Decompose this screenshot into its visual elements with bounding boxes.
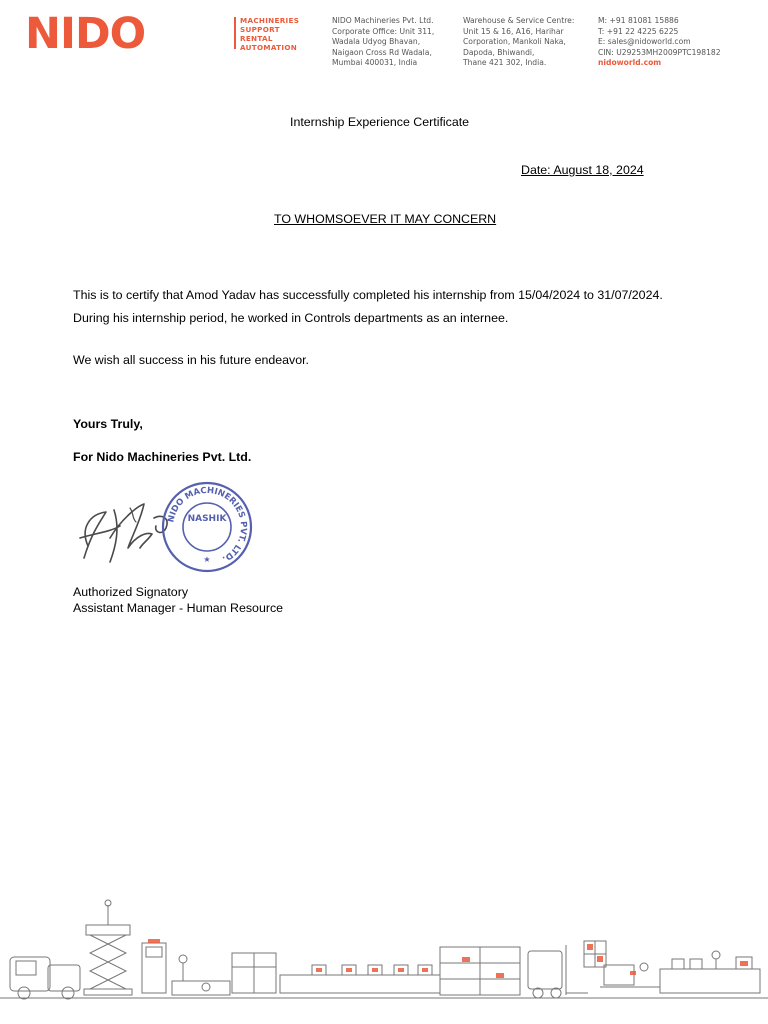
address-line: Corporate Office: Unit 311, <box>332 26 435 36</box>
phone-mobile: M: +91 81081 15886 <box>598 16 679 25</box>
warehouse-address <box>463 16 574 69</box>
corporate-address <box>332 16 434 69</box>
tagline-line: SUPPORT <box>240 25 280 34</box>
certificate-title: Internship Experience Certificate <box>290 115 470 129</box>
address-line: Dapoda, Bhiwandi, <box>463 47 535 57</box>
phone-landline: T: +91 22 4225 6225 <box>598 26 679 36</box>
salutation: TO WHOMSOEVER IT MAY CONCERN <box>274 212 497 226</box>
forklift-icon <box>528 945 588 998</box>
worker-table-icon <box>172 955 230 995</box>
scissor-lift-icon <box>84 900 132 995</box>
warehouse-rack-icon <box>440 947 520 995</box>
address-line: NIDO Machineries Pvt. Ltd. <box>332 16 434 25</box>
cin-number: CIN: U29253MH2009PTC198182 <box>598 47 721 57</box>
certificate-date: Date: August 18, 2024 <box>521 163 644 177</box>
website-link[interactable]: nidoworld.com <box>598 58 662 67</box>
wish-line: We wish all success in his future endeavor. <box>73 353 309 367</box>
email-address: E: sales@nidoworld.com <box>598 37 691 46</box>
address-line: Warehouse & Service Centre: <box>463 16 575 25</box>
svg-text:★: ★ <box>203 555 211 564</box>
truck-icon <box>10 957 80 999</box>
stamp-city: NASHIK <box>187 514 227 524</box>
contact-info <box>598 16 721 69</box>
address-line: Mumbai 400031, India <box>332 58 418 67</box>
logo-tagline <box>240 16 299 52</box>
address-line: Thane 421 302, India. <box>463 58 547 67</box>
svg-text:NIDO MACHINERIES PVT. LTD.: NIDO MACHINERIES PVT. LTD. <box>166 485 249 564</box>
logo-divider <box>234 17 236 49</box>
closing-line: Yours Truly, <box>73 417 143 431</box>
tagline-line: RENTAL <box>240 34 273 43</box>
tagline-line: AUTOMATION <box>240 43 298 52</box>
company-logo: NIDO <box>25 9 146 59</box>
signatory-title: Authorized Signatory <box>73 585 189 599</box>
footer-industrial-illustration <box>0 895 768 1010</box>
signatory-designation: Assistant Manager - Human Resource <box>73 601 284 615</box>
packing-line-icon <box>660 951 760 993</box>
address-line: Wadala Udyog Bhavan, <box>332 37 421 46</box>
certificate-body: This is to certify that Amod Yadav has successfully completed his internship from 15/04/2024 to 31/07/2024. During his internship period, he worked in Controls departments as an internee. <box>73 288 663 325</box>
address-line: Naigaon Cross Rd Wadala, <box>332 47 432 57</box>
company-line: For Nido Machineries Pvt. Ltd. <box>73 450 252 464</box>
address-line: Corporation, Mankoli Naka, <box>463 37 566 46</box>
tagline-line: MACHINERIES <box>240 16 300 25</box>
machine-icon <box>142 943 166 993</box>
control-panel-icon <box>232 953 276 993</box>
conveyor-icon <box>280 965 440 993</box>
company-stamp <box>160 480 254 574</box>
address-line: Unit 15 & 16, A16, Harihar <box>463 26 564 36</box>
